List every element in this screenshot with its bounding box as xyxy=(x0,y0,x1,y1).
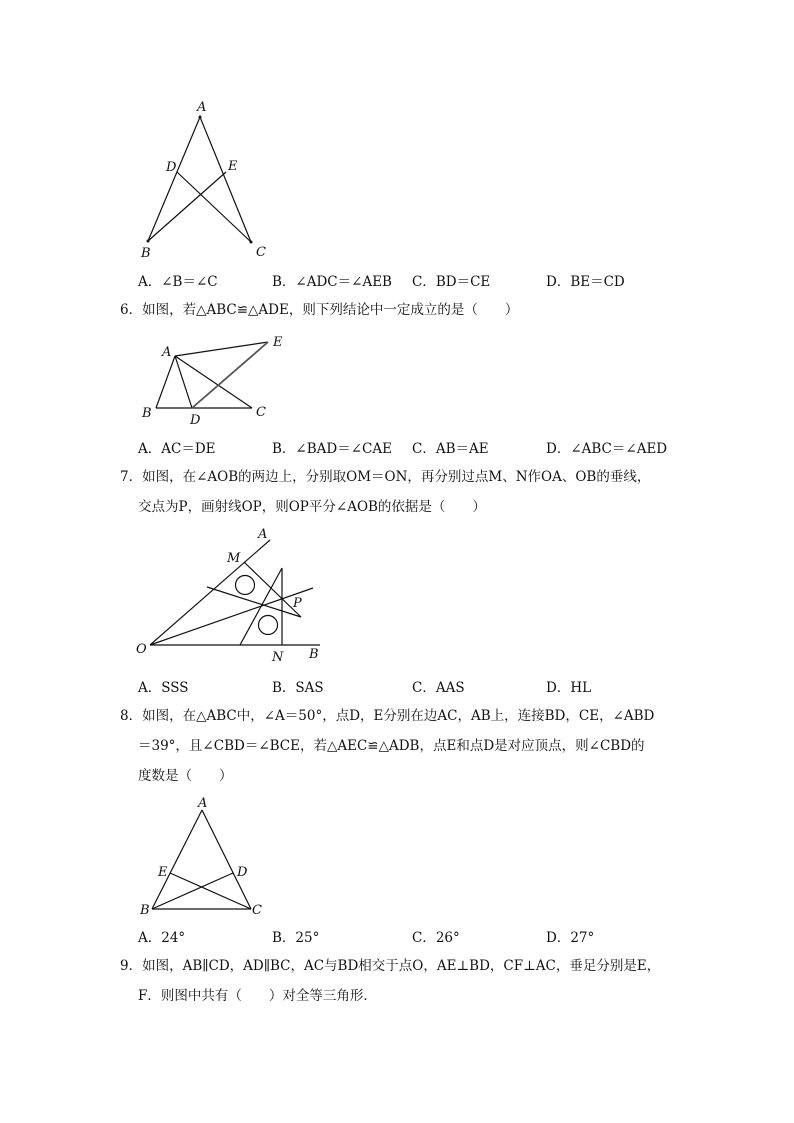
q7-label-B: B xyxy=(309,647,319,662)
q6-option-b: B．∠BAD＝∠CAE xyxy=(272,441,392,457)
q7-option-d: D．HL xyxy=(546,680,592,696)
q5-label-B: B xyxy=(141,246,151,261)
q8-label-E: E xyxy=(158,865,168,880)
q5-label-E: E xyxy=(228,159,238,174)
q7-stem-line2: 交点为P，画射线OP，则OP平分∠AOB的依据是（ ） xyxy=(138,499,486,515)
q8-label-B: B xyxy=(140,903,150,918)
q8-option-d: D．27° xyxy=(546,930,595,946)
q6-label-E: E xyxy=(273,335,283,350)
q5-label-C: C xyxy=(256,245,266,260)
q7-label-O: O xyxy=(136,642,147,657)
q8-label-A: A xyxy=(198,796,208,811)
q5-option-b: B．∠ADC＝∠AEB xyxy=(272,274,392,290)
q8-triangle xyxy=(152,810,251,909)
q8-option-a: A．24° xyxy=(138,930,186,946)
q7-label-P: P xyxy=(293,596,302,611)
q6-stem: 6．如图，若△ABC≌△ADE，则下列结论中一定成立的是（ ） xyxy=(120,302,519,318)
q8-stem-line2: ＝39°，且∠CBD＝∠BCE，若△AEC≌△ADB，点E和点D是对应顶点，则∠CBD的 xyxy=(138,738,645,754)
q6-option-c: C．AB＝AE xyxy=(412,441,489,457)
q5-label-D: D xyxy=(166,160,177,175)
q7-stem-line1: 7．如图，在∠AOB的两边上，分别取OM＝ON，再分别过点M、N作OA、OB的垂线， xyxy=(120,469,651,485)
q9-stem-line1: 9．如图，AB∥CD，AD∥BC，AC与BD相交于点O，AE⊥BD，CF⊥AC，垂足分别是E， xyxy=(120,958,661,974)
q8-option-b: B．25° xyxy=(272,930,320,946)
q7-label-N: N xyxy=(272,650,284,665)
q7-label-A: A xyxy=(258,527,268,542)
q6-option-d: D．∠ABC＝∠AED xyxy=(546,441,668,457)
q8-stem-line3: 度数是（ ） xyxy=(138,768,233,784)
q8-option-c: C．26° xyxy=(412,930,460,946)
q5-label-A: A xyxy=(197,100,207,115)
q5-option-d: D．BE＝CD xyxy=(546,274,625,290)
q8-label-D: D xyxy=(237,865,248,880)
q6-label-B: B xyxy=(142,406,152,421)
q7-label-M: M xyxy=(227,551,241,566)
q7-option-b: B．SAS xyxy=(272,680,324,696)
q9-stem-line2: F．则图中共有（ ）对全等三角形． xyxy=(138,988,377,1004)
q8-label-C: C xyxy=(252,903,262,918)
q6-option-a: A．AC＝DE xyxy=(138,441,216,457)
q6-label-A: A xyxy=(162,345,172,360)
q6-label-D: D xyxy=(190,413,201,428)
q7-option-a: A．SSS xyxy=(138,680,189,696)
q6-label-C: C xyxy=(256,405,266,420)
q8-stem-line1: 8．如图，在△ABC中，∠A＝50°，点D，E分别在边AC，AB上，连接BD，CE，∠ABD xyxy=(120,708,655,724)
q5-option-c: C．BD＝CE xyxy=(412,274,491,290)
q7-option-c: C．AAS xyxy=(412,680,465,696)
q5-option-a: A．∠B＝∠C xyxy=(138,274,218,290)
